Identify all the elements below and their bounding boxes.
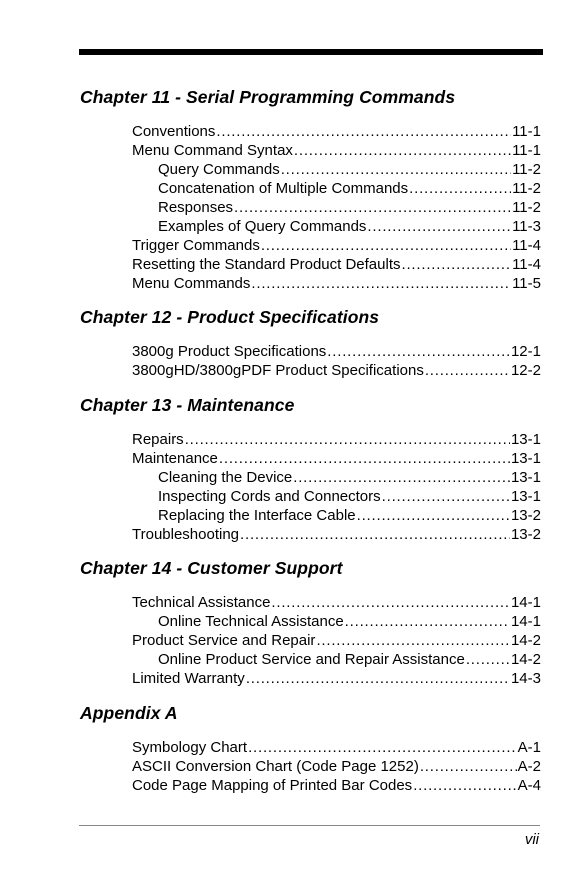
chapter-heading: Appendix A xyxy=(80,703,178,723)
toc-entry-page: 11-1 xyxy=(512,142,541,159)
dot-leader xyxy=(216,122,511,141)
dot-leader xyxy=(219,449,510,468)
toc-entry[interactable] xyxy=(132,593,541,612)
toc-entry[interactable] xyxy=(158,198,541,217)
toc-entry-page: 13-1 xyxy=(510,488,541,505)
toc-entry-label: Resetting the Standard Product Defaults xyxy=(132,256,401,273)
toc-entry-label: Menu Command Syntax xyxy=(132,142,293,159)
toc-entry-page: 14-1 xyxy=(510,594,541,611)
toc-entry-page: 13-1 xyxy=(510,469,541,486)
toc-entry[interactable] xyxy=(132,122,541,141)
toc-entry[interactable] xyxy=(158,160,541,179)
page-number: vii xyxy=(524,831,539,848)
dot-leader xyxy=(357,506,510,525)
toc-entry-page: 13-2 xyxy=(510,507,541,524)
toc-entry[interactable] xyxy=(158,487,541,506)
toc-entry[interactable] xyxy=(158,179,541,198)
toc-entry[interactable] xyxy=(158,506,541,525)
dot-leader xyxy=(261,236,511,255)
toc-entry-label: Replacing the Interface Cable xyxy=(158,507,356,524)
toc-entry-page: 11-2 xyxy=(512,199,541,216)
dot-leader xyxy=(425,361,510,380)
dot-leader xyxy=(294,141,511,160)
toc-entry-label: Online Technical Assistance xyxy=(158,613,344,630)
toc-entry[interactable] xyxy=(132,738,541,757)
toc-entry-label: Inspecting Cords and Connectors xyxy=(158,488,381,505)
toc-entry[interactable] xyxy=(132,631,541,650)
dot-leader xyxy=(327,342,510,361)
toc-entry-label: Product Service and Repair xyxy=(132,632,316,649)
toc-entry-page: 14-2 xyxy=(510,651,541,668)
toc-entry-page: A-4 xyxy=(517,777,541,794)
toc-entry[interactable] xyxy=(158,468,541,487)
dot-leader xyxy=(402,255,512,274)
toc-entry-page: 11-4 xyxy=(512,237,541,254)
chapter-heading: Chapter 12 - Product Specifications xyxy=(80,307,380,327)
dot-leader xyxy=(466,650,510,669)
dot-leader xyxy=(367,217,511,236)
chapter-heading: Chapter 11 - Serial Programming Commands xyxy=(80,87,456,107)
toc-entry-page: 13-1 xyxy=(510,431,541,448)
dot-leader xyxy=(246,669,510,688)
dot-leader xyxy=(413,776,516,795)
toc-entry-page: 11-4 xyxy=(512,256,541,273)
toc-entry[interactable] xyxy=(132,669,541,688)
dot-leader xyxy=(345,612,510,631)
dot-leader xyxy=(251,274,511,293)
toc-entry[interactable] xyxy=(132,141,541,160)
dot-leader xyxy=(185,430,510,449)
toc-entry-label: Troubleshooting xyxy=(132,526,240,543)
toc-entry-label: Trigger Commands xyxy=(132,237,260,254)
toc-entry-page: 14-3 xyxy=(510,670,541,687)
dot-leader xyxy=(293,468,510,487)
toc-entry-page: 11-3 xyxy=(512,218,541,235)
toc-entry-label: Cleaning the Device xyxy=(158,469,293,486)
dot-leader xyxy=(316,631,510,650)
dot-leader xyxy=(409,179,511,198)
toc-entry[interactable] xyxy=(132,757,541,776)
footer-rule xyxy=(79,825,540,826)
toc-entry-label: 3800g Product Specifications xyxy=(132,343,327,360)
top-rule xyxy=(79,49,543,55)
dot-leader xyxy=(234,198,511,217)
toc-entry[interactable] xyxy=(132,342,541,361)
toc-entry-label: 3800gHD/3800gPDF Product Specifications xyxy=(132,362,424,379)
toc-entry[interactable] xyxy=(132,361,541,380)
toc-entry[interactable] xyxy=(132,449,541,468)
toc-entry-page: 11-1 xyxy=(512,123,541,140)
toc-entry[interactable] xyxy=(132,236,541,255)
toc-entry[interactable] xyxy=(132,430,541,449)
toc-entry-label: Online Product Service and Repair Assistance xyxy=(158,651,465,668)
chapter-heading: Chapter 14 - Customer Support xyxy=(80,558,343,578)
toc-entry[interactable] xyxy=(158,612,541,631)
toc-entry[interactable] xyxy=(158,650,541,669)
toc-entry-label: Symbology Chart xyxy=(132,739,248,756)
toc-entry-label: Responses xyxy=(158,199,234,216)
dot-leader xyxy=(382,487,510,506)
toc-entry-page: 13-2 xyxy=(510,526,541,543)
toc-entry-page: A-1 xyxy=(517,739,541,756)
toc-entry-label: Examples of Query Commands xyxy=(158,218,367,235)
toc-entry-label: Maintenance xyxy=(132,450,218,467)
toc-entry-page: 11-2 xyxy=(512,180,541,197)
toc-entry-label: Conventions xyxy=(132,123,216,140)
dot-leader xyxy=(248,738,517,757)
toc-entry-label: Query Commands xyxy=(158,161,280,178)
toc-entry-page: 13-1 xyxy=(510,450,541,467)
dot-leader xyxy=(281,160,511,179)
toc-entry-label: Concatenation of Multiple Commands xyxy=(158,180,409,197)
dot-leader xyxy=(420,757,517,776)
toc-entry-label: Repairs xyxy=(132,431,184,448)
toc-entry-page: 14-1 xyxy=(510,613,541,630)
toc-entry[interactable] xyxy=(132,274,541,293)
toc-entry[interactable] xyxy=(132,525,541,544)
toc-entry[interactable] xyxy=(158,217,541,236)
toc-entry-page: 12-2 xyxy=(510,362,541,379)
toc-entry-page: 11-5 xyxy=(512,275,541,292)
dot-leader xyxy=(271,593,510,612)
toc-entry-page: 12-1 xyxy=(510,343,541,360)
toc-entry-label: Menu Commands xyxy=(132,275,251,292)
toc-entry-label: Code Page Mapping of Printed Bar Codes xyxy=(132,777,413,794)
toc-entry-label: Technical Assistance xyxy=(132,594,271,611)
toc-entry[interactable] xyxy=(132,776,541,795)
toc-entry-label: ASCII Conversion Chart (Code Page 1252) xyxy=(132,758,419,775)
toc-entry-label: Limited Warranty xyxy=(132,670,245,687)
toc-entry-page: 14-2 xyxy=(510,632,541,649)
dot-leader xyxy=(240,525,510,544)
chapter-heading: Chapter 13 - Maintenance xyxy=(80,395,295,415)
toc-entry-page: A-2 xyxy=(517,758,541,775)
toc-entry-page: 11-2 xyxy=(512,161,541,178)
toc-entry[interactable] xyxy=(132,255,541,274)
